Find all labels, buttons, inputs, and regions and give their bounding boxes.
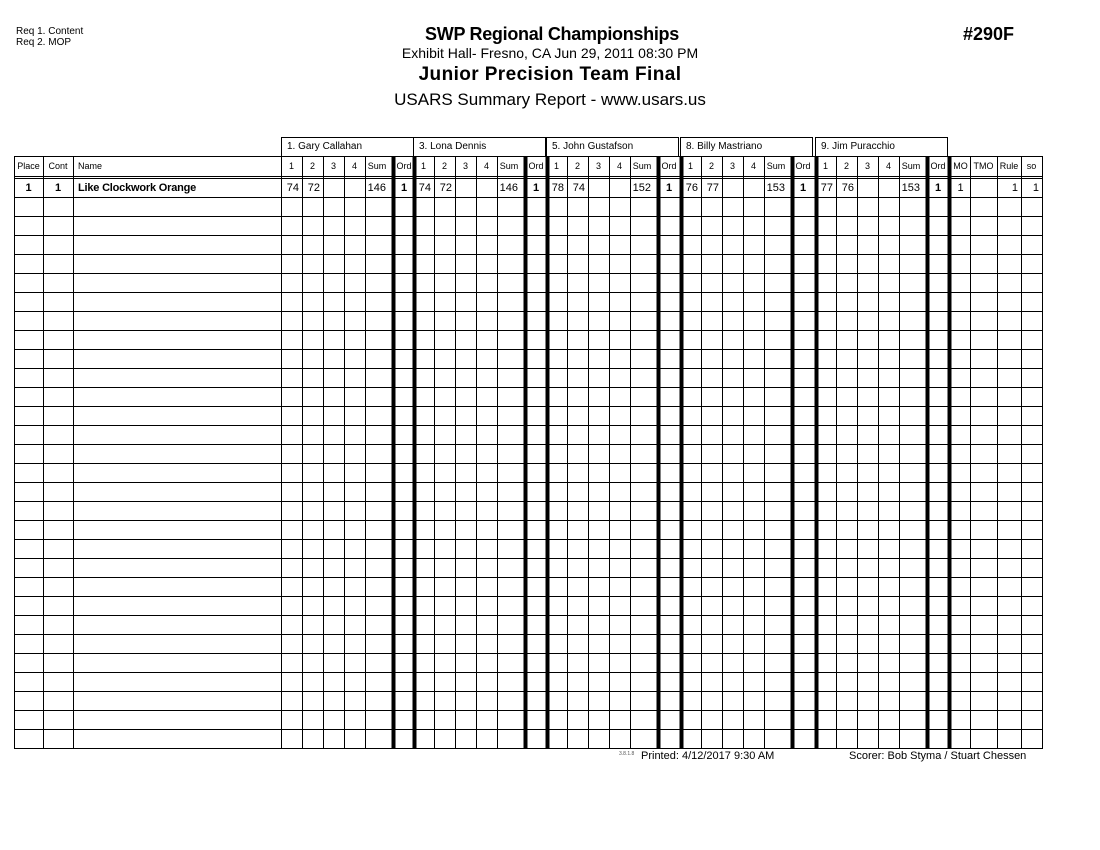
judge-2-score-4 bbox=[476, 179, 497, 197]
column-header-rule: Rule bbox=[999, 160, 1019, 171]
sheet-number: #290F bbox=[963, 24, 1015, 44]
judge-3-subheader-2: 2 bbox=[574, 160, 580, 171]
column-header-so: so bbox=[1026, 160, 1037, 171]
judge-1-subheader-3: 3 bbox=[330, 160, 336, 171]
judge-header-1: 1. Gary Callahan bbox=[287, 140, 363, 152]
report-name: USARS Summary Report - www.usars.us bbox=[394, 90, 706, 109]
event-title-text: SWP Regional Championships bbox=[425, 24, 679, 44]
judge-2-subheader-2: 2 bbox=[441, 160, 447, 171]
judge-4-subheader-1: 1 bbox=[687, 160, 693, 171]
cont-value: 1 bbox=[54, 181, 62, 194]
judge-1-score-4 bbox=[344, 179, 365, 197]
judge-4-ordinal: 1 bbox=[799, 181, 807, 194]
judge-header-2: 3. Lona Dennis bbox=[419, 140, 487, 152]
judge-4-subheader-3: 3 bbox=[729, 160, 735, 171]
judge-3-score-4 bbox=[609, 179, 630, 197]
judge-5-subheader-4: 4 bbox=[885, 160, 891, 171]
judge-2-ordinal: 1 bbox=[532, 181, 540, 194]
judge-1-ordinal: 1 bbox=[400, 181, 408, 194]
judge-5-subheader-1: 1 bbox=[822, 160, 828, 171]
judge-1-score-1: 74 bbox=[286, 181, 299, 194]
judge-3-subheader-1: 1 bbox=[553, 160, 559, 171]
column-header-place: Place bbox=[17, 160, 40, 171]
column-header-name: Name bbox=[78, 160, 103, 171]
column-header-mo: MO bbox=[953, 160, 968, 171]
judge-3-score-2: 74 bbox=[572, 181, 585, 194]
judge-3-subheader-sum: Sum bbox=[632, 160, 652, 171]
judge-1-score-3 bbox=[323, 179, 344, 197]
judge-3-subheader-3: 3 bbox=[595, 160, 601, 171]
judge-4-subheader-sum: Sum bbox=[766, 160, 786, 171]
column-header-cont: Cont bbox=[48, 160, 68, 171]
version-label: 3.8.1.8 bbox=[619, 751, 635, 757]
judge-5-score-4 bbox=[878, 179, 899, 197]
judge-1-sum: 146 bbox=[367, 181, 386, 194]
judge-2-subheader-3: 3 bbox=[462, 160, 468, 171]
place-value: 1 bbox=[25, 181, 32, 194]
judge-header-4: 8. Billy Mastriano bbox=[686, 140, 763, 152]
judge-5-subheader-3: 3 bbox=[864, 160, 870, 171]
column-header-tmo: TMO bbox=[973, 160, 994, 171]
judge-4-score-2: 77 bbox=[706, 181, 719, 194]
judge-3-score-3 bbox=[588, 179, 609, 197]
judge-2-sum: 146 bbox=[499, 181, 518, 194]
judge-2-subheader-sum: Sum bbox=[499, 160, 519, 171]
judge-5-score-1: 77 bbox=[820, 181, 833, 194]
venue-date-line: Exhibit Hall- Fresno, CA Jun 29, 2011 08:30 PM bbox=[401, 45, 699, 61]
rule-value: 1 bbox=[1011, 181, 1018, 194]
tmo-value bbox=[970, 179, 997, 197]
competition-title: Junior Precision Team Final bbox=[418, 64, 682, 85]
judge-5-subheader-ord: Ord bbox=[930, 160, 946, 171]
judge-2-subheader-1: 1 bbox=[420, 160, 426, 171]
judge-2-subheader-ord: Ord bbox=[528, 160, 544, 171]
judge-3-ordinal: 1 bbox=[665, 181, 673, 194]
requirement-2: Req 2. MOP bbox=[16, 37, 72, 48]
judge-2-subheader-4: 4 bbox=[483, 160, 489, 171]
mo-value: 1 bbox=[957, 181, 964, 194]
judge-1-subheader-4: 4 bbox=[351, 160, 357, 171]
judge-3-score-1: 78 bbox=[551, 181, 564, 194]
judge-4-sum: 153 bbox=[766, 181, 785, 194]
judge-3-sum: 152 bbox=[632, 181, 651, 194]
judge-4-score-1: 76 bbox=[685, 181, 698, 194]
judge-5-ordinal: 1 bbox=[934, 181, 942, 194]
judge-1-subheader-sum: Sum bbox=[367, 160, 387, 171]
judge-4-subheader-4: 4 bbox=[750, 160, 756, 171]
judge-5-subheader-sum: Sum bbox=[901, 160, 921, 171]
judge-header-5: 9. Jim Puracchio bbox=[821, 140, 895, 152]
judge-1-subheader-ord: Ord bbox=[396, 160, 412, 171]
judge-2-score-3 bbox=[455, 179, 476, 197]
judge-header-3: 5. John Gustafson bbox=[552, 140, 634, 152]
judge-1-subheader-2: 2 bbox=[309, 160, 315, 171]
judge-4-subheader-2: 2 bbox=[708, 160, 714, 171]
team-name: Like Clockwork Orange bbox=[78, 181, 197, 194]
judge-1-score-2: 72 bbox=[307, 181, 320, 194]
judge-2-score-1: 74 bbox=[418, 181, 431, 194]
judge-2-score-2: 72 bbox=[439, 181, 452, 194]
judge-5-sum: 153 bbox=[901, 181, 920, 194]
judge-4-score-3 bbox=[722, 179, 743, 197]
requirement-1: Req 1. Content bbox=[16, 26, 84, 37]
so-value: 1 bbox=[1032, 181, 1039, 194]
printed-timestamp: Printed: 4/12/2017 9:30 AM bbox=[641, 750, 775, 762]
judge-4-score-4 bbox=[743, 179, 764, 197]
judge-4-subheader-ord: Ord bbox=[795, 160, 811, 171]
judge-3-subheader-4: 4 bbox=[616, 160, 622, 171]
judge-5-score-3 bbox=[857, 179, 878, 197]
judge-1-subheader-1: 1 bbox=[288, 160, 294, 171]
judge-5-score-2: 76 bbox=[841, 181, 854, 194]
judge-5-subheader-2: 2 bbox=[843, 160, 849, 171]
judge-3-subheader-ord: Ord bbox=[661, 160, 677, 171]
scorer-names: Scorer: Bob Styma / Stuart Chessen bbox=[849, 750, 1027, 762]
